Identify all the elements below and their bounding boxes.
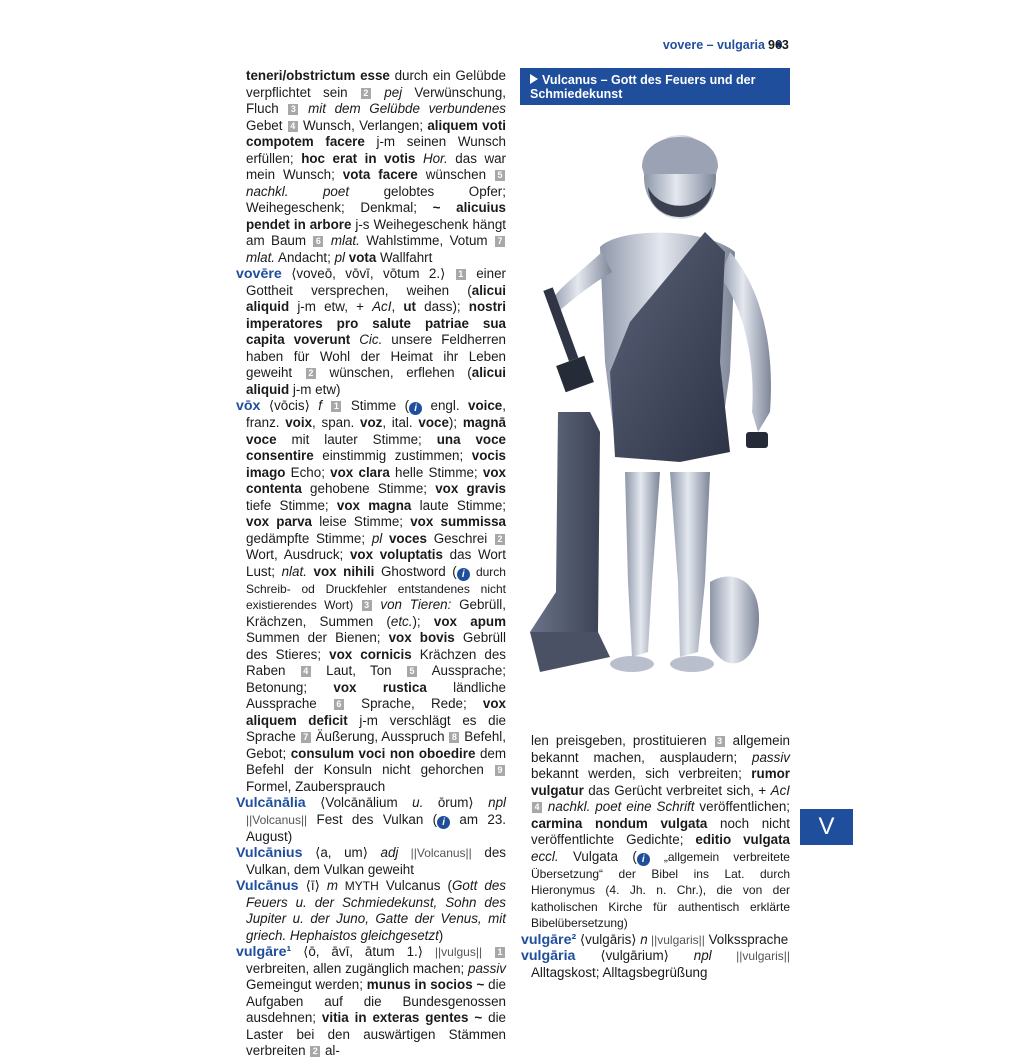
lemma: Vulcānālia [236,795,306,811]
lemma: Vulcānius [236,845,303,861]
lemma: vulgāre¹ [236,944,292,960]
entry-vulgare-1: vulgāre¹ ⟨ō, āvī, ātum 1.⟩ ||vulgus|| 1 verbreiten, allen zugänglich machen; passiv Gemeingut werden; munus in socios ~ die Aufgaben auf die Bundesgenossen ausdehnen; vitia in exteras gentes ~ die Laster bei den auswärtigen Stämmen verbreiten 2 al- [236,944,506,1058]
right-column [521,733,790,981]
entry-vovere: vovēre ⟨voveō, vōvī, vōtum 2.⟩ 1 einer Gottheit versprechen, weihen (alicui aliquid j-m etw, + AcI, ut dass); nostri imperatores pro salute patriae sua capita voverunt Cic. unsere Feldherren haben für Wohl der Heimat ihr Leben geweiht 2 wünschen, erflehen (alicui aliquid j-m etw) [236,266,507,397]
entry-vulgare-2: vulgāre² ⟨vulgāris⟩ n ||vulgaris|| Volkssprache [521,931,789,948]
info-circle-icon: i [437,816,450,829]
entry-vulcanalia: Vulcānālia ⟨Volcānālium u. ōrum⟩ npl ||Volcanus|| Fest des Vulkan ( i am 23. August) [236,795,506,844]
entry-vulgaria: vulgāria ⟨vulgārium⟩ npl ||vulgaris|| Alltagskost; Alltagsbegrüßung [521,948,790,980]
thumb-index-tab[interactable]: V [800,809,853,845]
entry-vox: vōx ⟨vōcis⟩ f 1 Stimme ( i engl. voice, franz. voix, span. voz, ital. voce); magnā voce mit lauter Stimme; una voce consentire einstimmig zustimmen; vocis imago Echo; vox clara helle Stimme; vox contenta gehobene Stimme; vox gravis tiefe Stimme; vox magna laute Stimme; vox parva leise Stimme; vox summissa gedämpfte Stimme; pl voces Geschrei 2 Wort, Ausdruck; vox voluptatis das Wort Lust; nlat. vox nihili Ghostword ( i durch Schreib- od Druckfehler entstandenes nicht existierendes Wort) 3 von Tieren: Gebrüll, Krächzen, Summen (etc.); vox apum Summen der Bienen; vox bovis Gebrüll des Stieres; vox cornicis Krächzen des Raben 4 Laut, Ton 5 Aussprache; Betonung; vox rustica ländliche Aussprache 6 Sprache, Rede; vox aliquem deficit j-m verschlägt es die Sprache 7 Äußerung, Ausspruch 8 Befehl, Gebot; consulum voci non oboedire dem Befehl der Konsuln nicht gehorchen 9 Formel, Zaubersprauch [236,398,507,794]
triangle-right-icon [530,74,538,84]
info-circle-icon: i [457,568,470,581]
lemma: vōx [236,398,261,414]
illustration-caption: Vulcanus – Gott des Feuers und der Schmiedekunst [520,68,790,105]
vulcanus-statue-illustration [520,112,790,702]
info-circle-icon: i [409,402,422,415]
entry-vulgare-1-continuation: len preisgeben, prostituieren 3 allgemein bekannt machen, ausplaudern; passiv bekannt werden, sich verbreiten; rumor vulgatur das Gerücht verbreitet sich, + AcI 4 nachkl. poet eine Schrift veröffentlichen; carmina nondum vulgata noch nicht veröffentlichte Gedichte; editio vulgata eccl. Vulgata ( i „allgemein verbreitete Übersetzung“ der Bibel ins Lat. durch Hieronymus (4. Jh. n. Chr.), die von der katholischen Kirche für authentisch erklärte Bibelübersetzung) [531,733,791,930]
lemma: Vulcānus [236,878,299,894]
info-circle-icon: i [637,853,650,866]
left-column [236,68,506,1060]
lemma: vulgāria [521,948,576,964]
lemma: vulgāre² [521,931,577,948]
entry-vulcanius: Vulcānius ⟨a, um⟩ adj ||Volcanus|| des Vulkan, dem Vulkan geweiht [236,845,506,877]
entry-votum-continuation: teneri/obstrictum esse durch ein Gelübde verpflichtet sein 2 pej Verwünschung, Fluch 3 mit dem Gelübde verbundenes Gebet 4 Wunsch, Verlangen; aliquem voti compotem facere j-m seinen Wunsch erfüllen; hoc erat in votis Hor. das war mein Wunsch; vota facere wünschen 5 nachkl. poet gelobtes Opfer; Weihegeschenk; Denkmal; ~ alicuius pendet in arbore j-s Weihegeschenk hängt am Baum 6 mlat. Wahlstimme, Votum 7 mlat. Andacht; pl vota Wallfahrt [246,68,507,265]
lemma: vovēre [236,266,282,282]
page-number: 963 [768,38,789,52]
entry-vulcanus: Vulcānus ⟨ī⟩ m MYTH Vulcanus (Gott des Feuers u. der Schmiedekunst, Sohn des Jupiter u. der Juno, Gatte der Venus, mit griech. Hephaistos gleichgesetzt) [236,878,506,943]
running-head: vovere – vulgaria [663,38,792,52]
